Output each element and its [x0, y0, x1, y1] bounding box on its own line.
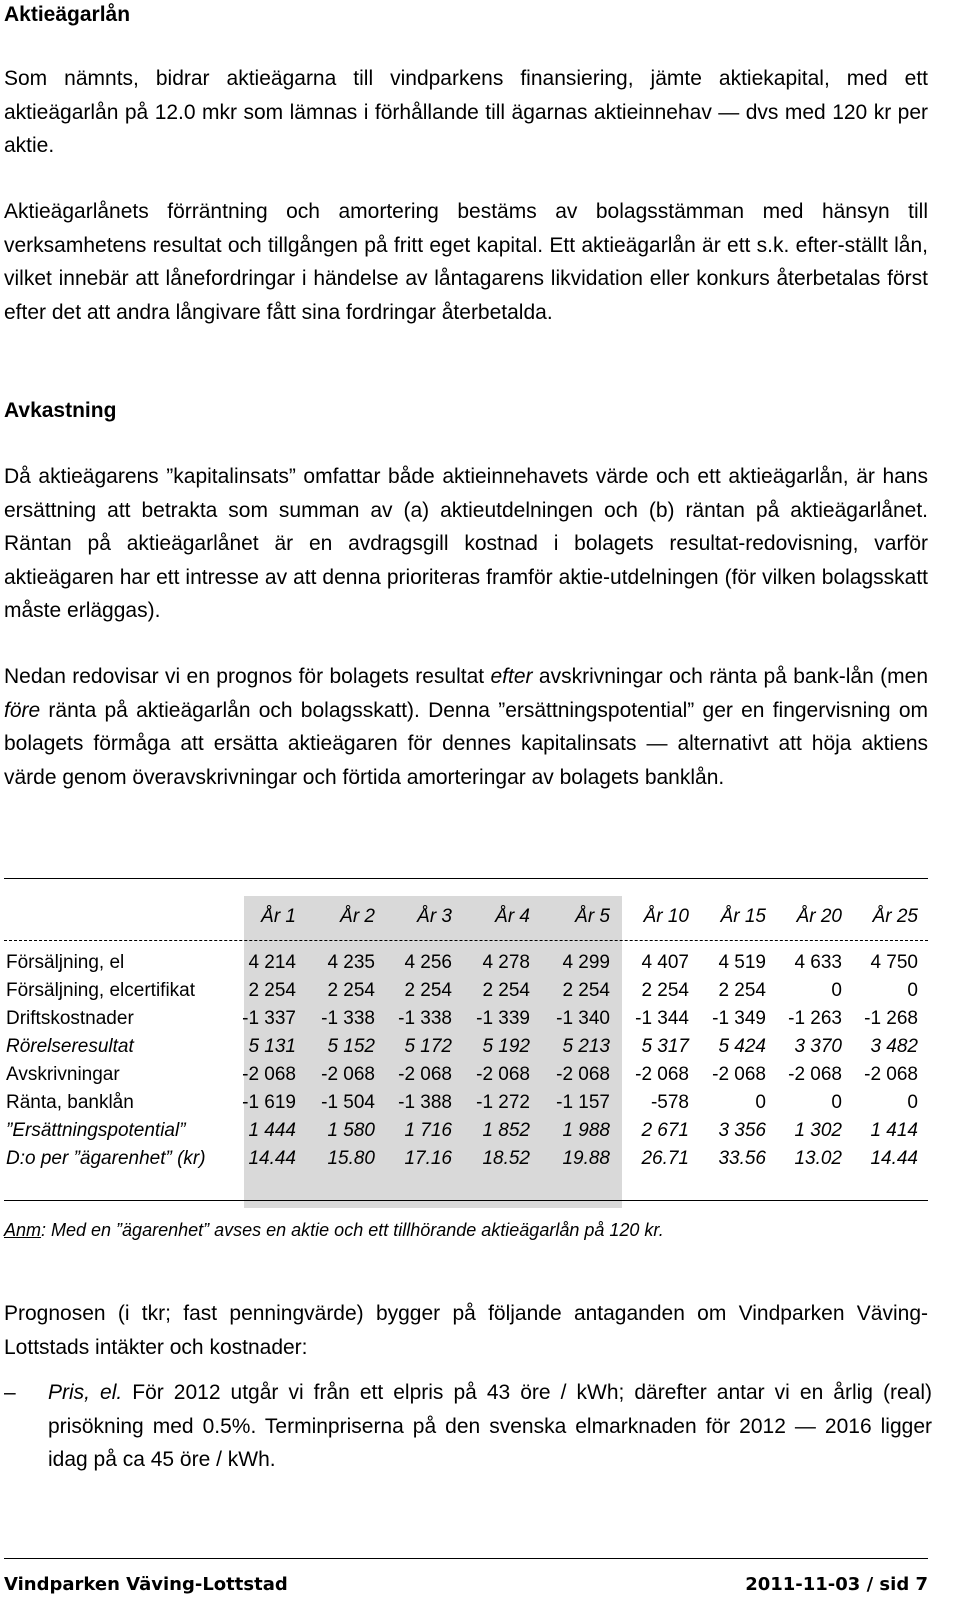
- table-cell: -1 344: [635, 1008, 689, 1029]
- table-note-text: : Med en ”ägarenhet” avses en aktie och ett tillhörande aktieägarlån på 120 kr.: [41, 1220, 664, 1240]
- table-cell: -1 338: [321, 1008, 375, 1029]
- table-cell: -1 337: [242, 1008, 296, 1029]
- table-cell: 0: [907, 980, 918, 1001]
- table-cell: 4 299: [562, 952, 610, 973]
- table-cell: 4 519: [718, 952, 766, 973]
- column-header: År 2: [340, 906, 375, 927]
- table-cell: -1 339: [476, 1008, 530, 1029]
- table-cell: 5 172: [404, 1036, 452, 1057]
- text-run: avskrivningar och ränta på bank-lån (men: [532, 665, 928, 688]
- table-cell: -1 263: [788, 1008, 842, 1029]
- row-label: Försäljning, elcertifikat: [6, 980, 196, 1001]
- table-cell: -2 068: [242, 1064, 296, 1085]
- column-header: År 10: [643, 906, 689, 927]
- table-cell: -1 388: [398, 1092, 452, 1113]
- table-cell: 2 254: [482, 980, 530, 1001]
- table-cell: 1 302: [794, 1120, 842, 1141]
- table-cell: -2 068: [864, 1064, 918, 1085]
- table-cell: 1 988: [562, 1120, 610, 1141]
- row-label: Rörelseresultat: [6, 1036, 134, 1057]
- table-cell: 2 254: [404, 980, 452, 1001]
- paragraph-avkastning-intro: [4, 460, 928, 628]
- table-cell: 2 671: [641, 1120, 689, 1141]
- bullet-term: Pris, el.: [48, 1381, 123, 1404]
- row-label: Försäljning, el: [6, 952, 125, 973]
- row-label: Avskrivningar: [6, 1064, 120, 1085]
- row-label: Driftskostnader: [6, 1008, 134, 1029]
- table-header-divider: [4, 940, 928, 941]
- table-cell: -2 068: [476, 1064, 530, 1085]
- column-header: År 15: [720, 906, 766, 927]
- table-cell: 5 317: [641, 1036, 689, 1057]
- table-cell: 4 214: [248, 952, 296, 973]
- table-cell: -2 068: [321, 1064, 375, 1085]
- bullet-body: För 2012 utgår vi från ett elpris på 43 öre / kWh; därefter antar vi en årlig (real) prisökning med 0.5%. Terminpriserna på den svenska elmarknaden för 2012 — 2016 ligger idag på ca 45 öre / kWh.: [48, 1381, 932, 1471]
- table-cell: 17.16: [404, 1148, 452, 1169]
- row-label: D:o per ”ägarenhet” (kr): [6, 1148, 206, 1169]
- table-bottom-rule: [4, 1200, 928, 1201]
- table-cell: 5 152: [327, 1036, 375, 1057]
- text-run-emphasis: efter: [490, 665, 533, 688]
- table-cell: -1 349: [712, 1008, 766, 1029]
- section-heading-avkastning: Avkastning: [4, 399, 117, 422]
- footer-date-page: 2011-11-03 / sid 7: [745, 1574, 928, 1595]
- table-cell: -1 157: [556, 1092, 610, 1113]
- table-cell: -2 068: [712, 1064, 766, 1085]
- table-cell: 3 356: [718, 1120, 766, 1141]
- table-cell: -1 504: [321, 1092, 375, 1113]
- table-cell: 1 414: [870, 1120, 918, 1141]
- table-note: [4, 1218, 664, 1242]
- text-run: ränta på aktieägarlån och bolagsskatt). Denna ”ersättningspotential” ger en fingervisning om bolagets förmåga att ersätta aktieägaren för dennes kapitalinsats — alternativt att höja aktiens värde genom överavskrivningar och förtida amorteringar av bolagets banklån.: [4, 698, 928, 789]
- table-cell: 5 213: [562, 1036, 610, 1057]
- table-cell: 1 852: [482, 1120, 530, 1141]
- table-cell: 5 424: [718, 1036, 766, 1057]
- text-run-emphasis: före: [4, 698, 41, 722]
- table-cell: -2 068: [635, 1064, 689, 1085]
- text-run: Nedan redovisar vi en prognos för bolagets resultat: [4, 665, 491, 688]
- table-cell: 2 254: [562, 980, 610, 1001]
- table-cell: 2 254: [718, 980, 766, 1001]
- table-cell: 5 131: [248, 1036, 296, 1057]
- paragraph-text: [4, 660, 928, 794]
- table-note-prefix: Anm: [4, 1220, 42, 1240]
- table-cell: 2 254: [248, 980, 296, 1001]
- paragraph-prognos-intro: [4, 660, 928, 794]
- section-heading-aktieagarlan: Aktieägarlån: [4, 3, 131, 26]
- paragraph-text: Som nämnts, bidrar aktieägarna till vindparkens finansiering, jämte aktiekapital, med ett aktieägarlån på 12.0 mkr som lämnas i förhållande till ägarnas aktieinnehav — dvs med 120 kr per aktie.: [4, 67, 928, 157]
- paragraph-aktieagarlan-intro: [4, 62, 928, 163]
- table-cell: -2 068: [556, 1064, 610, 1085]
- table-cell: 4 750: [870, 952, 918, 973]
- table-cell: -1 272: [476, 1092, 530, 1113]
- table-cell: 3 482: [870, 1036, 918, 1057]
- paragraph-prognos-assumptions: [4, 1297, 928, 1364]
- table-cell: 2 254: [641, 980, 689, 1001]
- paragraph-text: Prognosen (i tkr; fast penningvärde) bygger på följande antaganden om Vindparken Väving-Lottstads intäkter och kostnader:: [4, 1302, 928, 1359]
- table-cell: 4 256: [404, 952, 452, 973]
- table-cell: -1 338: [398, 1008, 452, 1029]
- column-header: År 4: [495, 906, 530, 927]
- footer-title: Vindparken Väving-Lottstad: [4, 1574, 288, 1595]
- table-cell: -1 619: [242, 1092, 296, 1113]
- table-cell: -1 268: [864, 1008, 918, 1029]
- table-cell: -2 068: [398, 1064, 452, 1085]
- table-cell: 4 633: [794, 952, 842, 973]
- table-cell: 4 407: [641, 952, 689, 973]
- row-label: ”Ersättningspotential”: [6, 1120, 186, 1141]
- table-cell: -578: [650, 1092, 689, 1113]
- table-cell: 14.44: [870, 1148, 918, 1169]
- table-cell: 33.56: [718, 1148, 766, 1169]
- table-cell: 2 254: [327, 980, 375, 1001]
- table-cell: 4 278: [482, 952, 530, 973]
- table-cell: -1 340: [556, 1008, 610, 1029]
- table-cell: 19.88: [562, 1148, 610, 1169]
- table-cell: 0: [907, 1092, 918, 1113]
- table-cell: 1 444: [248, 1120, 296, 1141]
- column-header: År 1: [261, 906, 296, 927]
- bullet-dash: –: [4, 1381, 16, 1404]
- table-cell: 5 192: [482, 1036, 530, 1057]
- table-top-rule: [4, 878, 928, 879]
- table-cell: 14.44: [248, 1148, 296, 1169]
- paragraph-aktieagarlan-terms: [4, 195, 928, 329]
- paragraph-text: Då aktieägarens ”kapitalinsats” omfattar både aktieinnehavets värde och ett aktieägarlån, är hans ersättning att betrakta som summan av (a) aktieutdelningen och (b) räntan på aktieägarlånet. Räntan på aktieägarlånet är en avdragsgill kostnad i bolagets resultat-redovisning, varför aktieägaren har ett intresse av att denna prioriteras framför aktie-utdelningen (för vilken bolagsskatt måste erläggas).: [4, 465, 928, 622]
- table-cell: 26.71: [641, 1148, 689, 1169]
- bullet-text: [48, 1376, 932, 1477]
- table-cell: -2 068: [788, 1064, 842, 1085]
- column-header: År 20: [796, 906, 842, 927]
- column-header: År 25: [872, 906, 918, 927]
- table-cell: 4 235: [327, 952, 375, 973]
- table-cell: 18.52: [482, 1148, 530, 1169]
- footer-rule: [4, 1558, 928, 1559]
- table-cell: 13.02: [794, 1148, 842, 1169]
- table-cell: 0: [755, 1092, 766, 1113]
- column-header: År 5: [575, 906, 610, 927]
- column-header: År 3: [417, 906, 452, 927]
- table-cell: 3 370: [794, 1036, 842, 1057]
- row-label: Ränta, banklån: [6, 1092, 134, 1113]
- table-cell: 1 580: [327, 1120, 375, 1141]
- table-cell: 1 716: [404, 1120, 452, 1141]
- table-cell: 15.80: [327, 1148, 375, 1169]
- table-cell: 0: [831, 980, 842, 1001]
- paragraph-text: Aktieägarlånets förräntning och amortering bestäms av bolagsstämman med hänsyn till verksamhetens resultat och tillgången på fritt eget kapital. Ett aktieägarlån är ett s.k. efter-ställt lån, vilket innebär att lånefordringar i händelse av låntagarens likvidation eller konkurs återbetalas först efter det att andra långivare fått sina fordringar återbetalda.: [4, 200, 928, 324]
- table-cell: 0: [831, 1092, 842, 1113]
